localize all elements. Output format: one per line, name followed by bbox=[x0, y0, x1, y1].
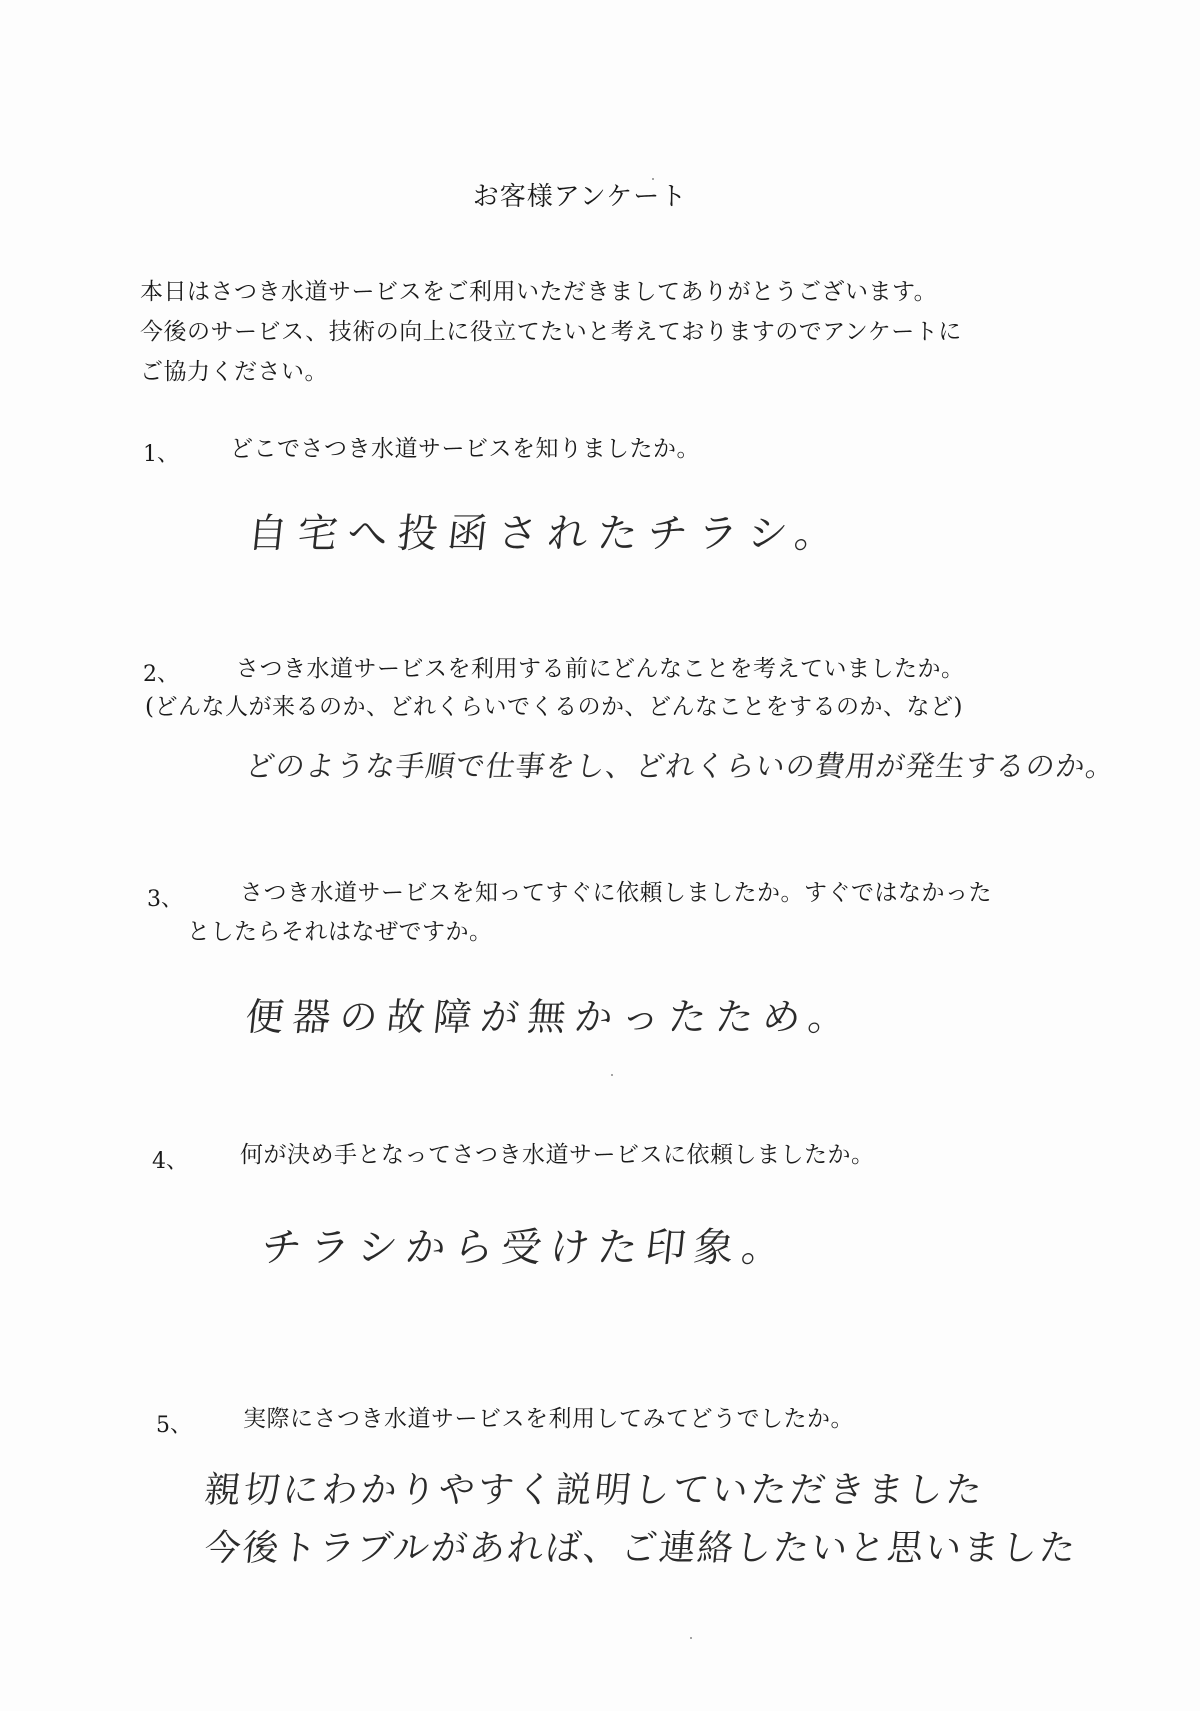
answer-2-handwriting: どのような手順で仕事をし、どれくらいの費用が発生するのか。 bbox=[243, 749, 1119, 783]
answer-1-handwriting: 自宅へ投函されたチラシ。 bbox=[245, 511, 847, 557]
question-2-number: 2、 bbox=[143, 662, 179, 687]
question-2-sub: (どんな人が来るのか、どれくらいでくるのか、どんなことをするのか、など) bbox=[145, 694, 963, 720]
question-1-text: どこでさつき水道サービスを知りましたか。 bbox=[230, 436, 700, 462]
intro-line: ご協力ください。 bbox=[140, 359, 328, 385]
question-4-number: 4、 bbox=[152, 1149, 188, 1174]
question-5-text: 実際にさつき水道サービスを利用してみてどうでしたか。 bbox=[243, 1406, 854, 1432]
question-2-text: さつき水道サービスを利用する前にどんなことを考えていましたか。 bbox=[236, 656, 965, 682]
question-1-number: 1、 bbox=[143, 442, 179, 467]
scan-speck bbox=[690, 1637, 692, 1639]
intro-line: 本日はさつき水道サービスをご利用いただきましてありがとうございます。 bbox=[140, 279, 938, 305]
question-3-sub: としたらそれはなぜですか。 bbox=[187, 919, 493, 945]
answer-4-handwriting: チラシから受けた印象。 bbox=[259, 1225, 793, 1271]
survey-title: お客様アンケート bbox=[472, 182, 688, 212]
scan-speck bbox=[611, 1074, 613, 1076]
scan-speck bbox=[652, 178, 654, 180]
answer-5-handwriting-line-1: 親切にわかりやすく説明していただきました bbox=[202, 1470, 987, 1511]
question-4-text: 何が決め手となってさつき水道サービスに依頼しましたか。 bbox=[240, 1142, 875, 1168]
answer-5-handwriting-line-2: 今後トラブルがあれば、ご連絡したいと思いました bbox=[202, 1528, 1080, 1569]
question-3-text: さつき水道サービスを知ってすぐに依頼しましたか。すぐではなかった bbox=[240, 880, 992, 906]
question-3-number: 3、 bbox=[147, 887, 183, 912]
question-5-number: 5、 bbox=[156, 1413, 192, 1438]
intro-text bbox=[140, 272, 962, 392]
intro-line: 今後のサービス、技術の向上に役立てたいと考えておりますのでアンケートに bbox=[140, 319, 962, 345]
answer-3-handwriting: 便器の故障が無かったため。 bbox=[243, 995, 858, 1039]
